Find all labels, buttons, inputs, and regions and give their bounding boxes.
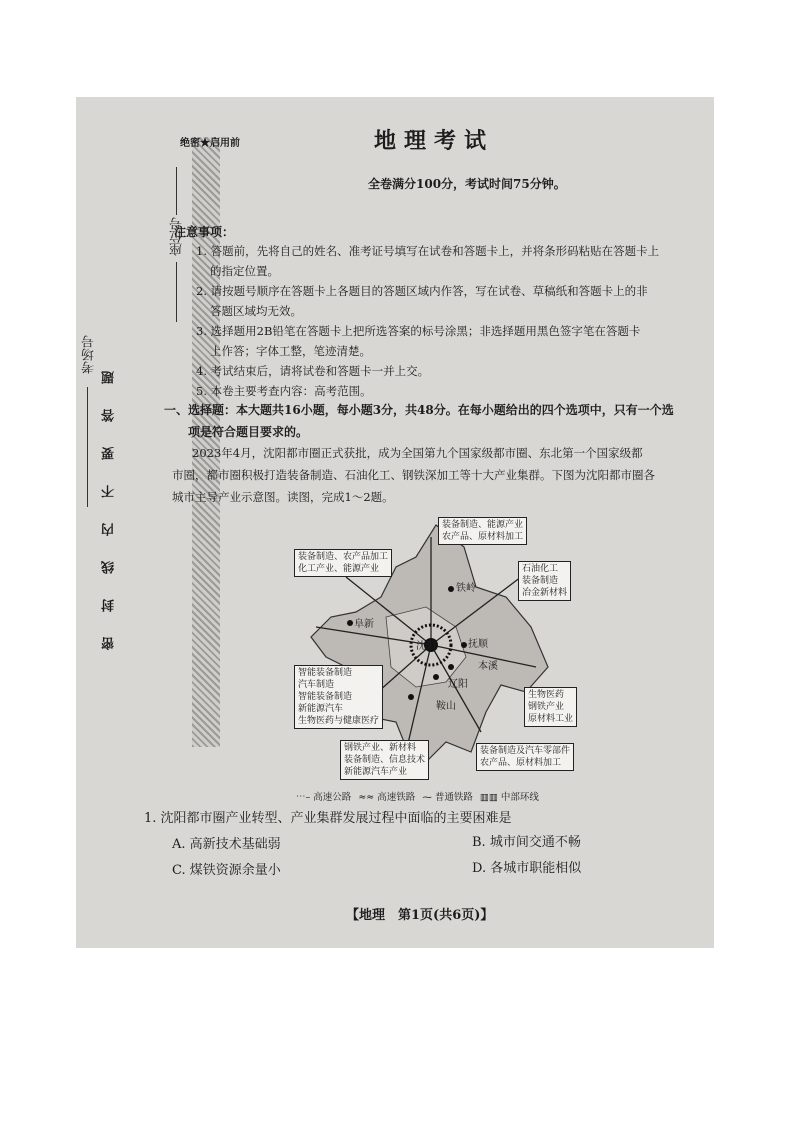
option-b: B. 城市间交通不畅 — [472, 835, 581, 850]
question-1-stem: 1. 沈阳都市圈产业转型、产业集群发展过程中面临的主要困难是 — [144, 811, 512, 826]
note-line: 答题区域均无效。 — [210, 304, 302, 318]
industry-box-liaoyang: 装备制造及汽车零部件 农产品、原材料加工 — [476, 743, 574, 771]
option-d: D. 各城市职能相似 — [472, 861, 582, 876]
exam-page-photo — [76, 97, 714, 948]
page-title: 地理考试 — [374, 128, 495, 154]
industry-box-benxi: 生物医药 钢铁产业 原材料工业 — [524, 687, 577, 727]
city-label: 抚顺 — [468, 639, 488, 650]
section-heading-line1: 一、选择题：本大题共16小题，每小题3分，共48分。在每小题给出的四个选项中，只有一个选 — [164, 403, 674, 417]
city-label: 鞍山 — [436, 701, 456, 712]
section-heading-line2: 项是符合题目要求的。 — [188, 425, 309, 439]
note-line: 上作答；字体工整，笔迹清楚。 — [210, 344, 371, 358]
legend-rail: 普通铁路 — [434, 792, 473, 803]
legend-symbol-highway: ⋯– — [296, 792, 311, 803]
legend-hsr: 高速铁路 — [377, 792, 416, 803]
note-line: 5. 本卷主要考查内容：高考范围。 — [196, 384, 372, 398]
passage-line: 市圈，都市圈积极打造装备制造、石油化工、钢铁深加工等十大产业集群。下图为沈阳都市圈各 — [172, 468, 655, 482]
map-legend — [296, 789, 539, 803]
note-line: 3. 选择题用2B铅笔在答题卡上把所选答案的标号涂黑；非选择题用黑色签字笔在答题卡 — [196, 324, 641, 338]
passage-line: 城市主导产业示意图。读图，完成1～2题。 — [172, 490, 394, 504]
passage-line: 2023年4月，沈阳都市圈正式获批，成为全国第九个国家级都市圈、东北第一个国家级都 — [192, 446, 643, 460]
city-label: 铁岭 — [456, 583, 476, 594]
city-label: 辽阳 — [448, 679, 468, 690]
option-a: A. 高新技术基础弱 — [172, 837, 281, 852]
page-footer: 【地理 第1页(共6页)】 — [346, 908, 494, 923]
seal-line-text: 密 封 线 内 不 要 答 题 — [102, 365, 117, 650]
option-c: C. 煤铁资源余量小 — [172, 863, 281, 878]
seat-number-label: 座位号 — [170, 217, 185, 256]
exam-room-line — [87, 387, 88, 507]
liaoyang-marker — [433, 674, 439, 680]
note-line: 2. 请按题号顺序在答题卡上各题目的答题区域内作答，写在试卷、草稿纸和答题卡上的非 — [196, 284, 648, 298]
legend-symbol-ring: ▥▥ — [479, 792, 498, 803]
city-label: 本溪 — [478, 661, 498, 672]
fuxin-marker — [347, 620, 353, 626]
tieling-marker — [448, 586, 454, 592]
city-label: 阜新 — [354, 619, 374, 630]
notes-heading: 注意事项： — [174, 225, 235, 239]
legend-highway: 高速公路 — [313, 792, 352, 803]
legend-symbol-rail: ⁓ — [422, 792, 432, 803]
legend-ring: 中部环线 — [500, 792, 539, 803]
city-label: 沈阳 — [416, 641, 436, 652]
note-line: 1. 答题前，先将自己的姓名、准考证号填写在试卷和答题卡上，并将条形码粘贴在答题卡上 — [196, 244, 660, 258]
anshan-marker — [408, 694, 414, 700]
industry-box-anshan: 钢铁产业、新材料 装备制造、信息技术 新能源汽车产业 — [340, 740, 429, 780]
seat-number-line — [176, 167, 177, 215]
note-line: 4. 考试结束后，请将试卷和答题卡一并上交。 — [196, 364, 430, 378]
industry-box-tieling: 装备制造、能源产业 农产品、原材料加工 — [438, 517, 527, 545]
exam-room-label: 考场号 — [82, 335, 97, 374]
industry-box-fuxin: 装备制造、农产品加工 化工产业、能源产业 — [294, 549, 392, 577]
secret-mark: 绝密★启用前 — [180, 138, 240, 149]
full-marks: 全卷满分100分，考试时间75分钟。 — [368, 177, 566, 191]
note-line: 的指定位置。 — [210, 264, 279, 278]
fushun-marker — [461, 642, 467, 648]
seat-number-line-2 — [176, 262, 177, 322]
industry-box-shenyang: 智能装备制造 汽车制造 智能装备制造 新能源汽车 生物医药与健康医疗 — [294, 665, 383, 729]
legend-symbol-hsr: ≈≈ — [358, 792, 375, 803]
industry-box-fushun: 石油化工 装备制造 冶金新材料 — [518, 561, 571, 601]
benxi-marker — [448, 664, 454, 670]
